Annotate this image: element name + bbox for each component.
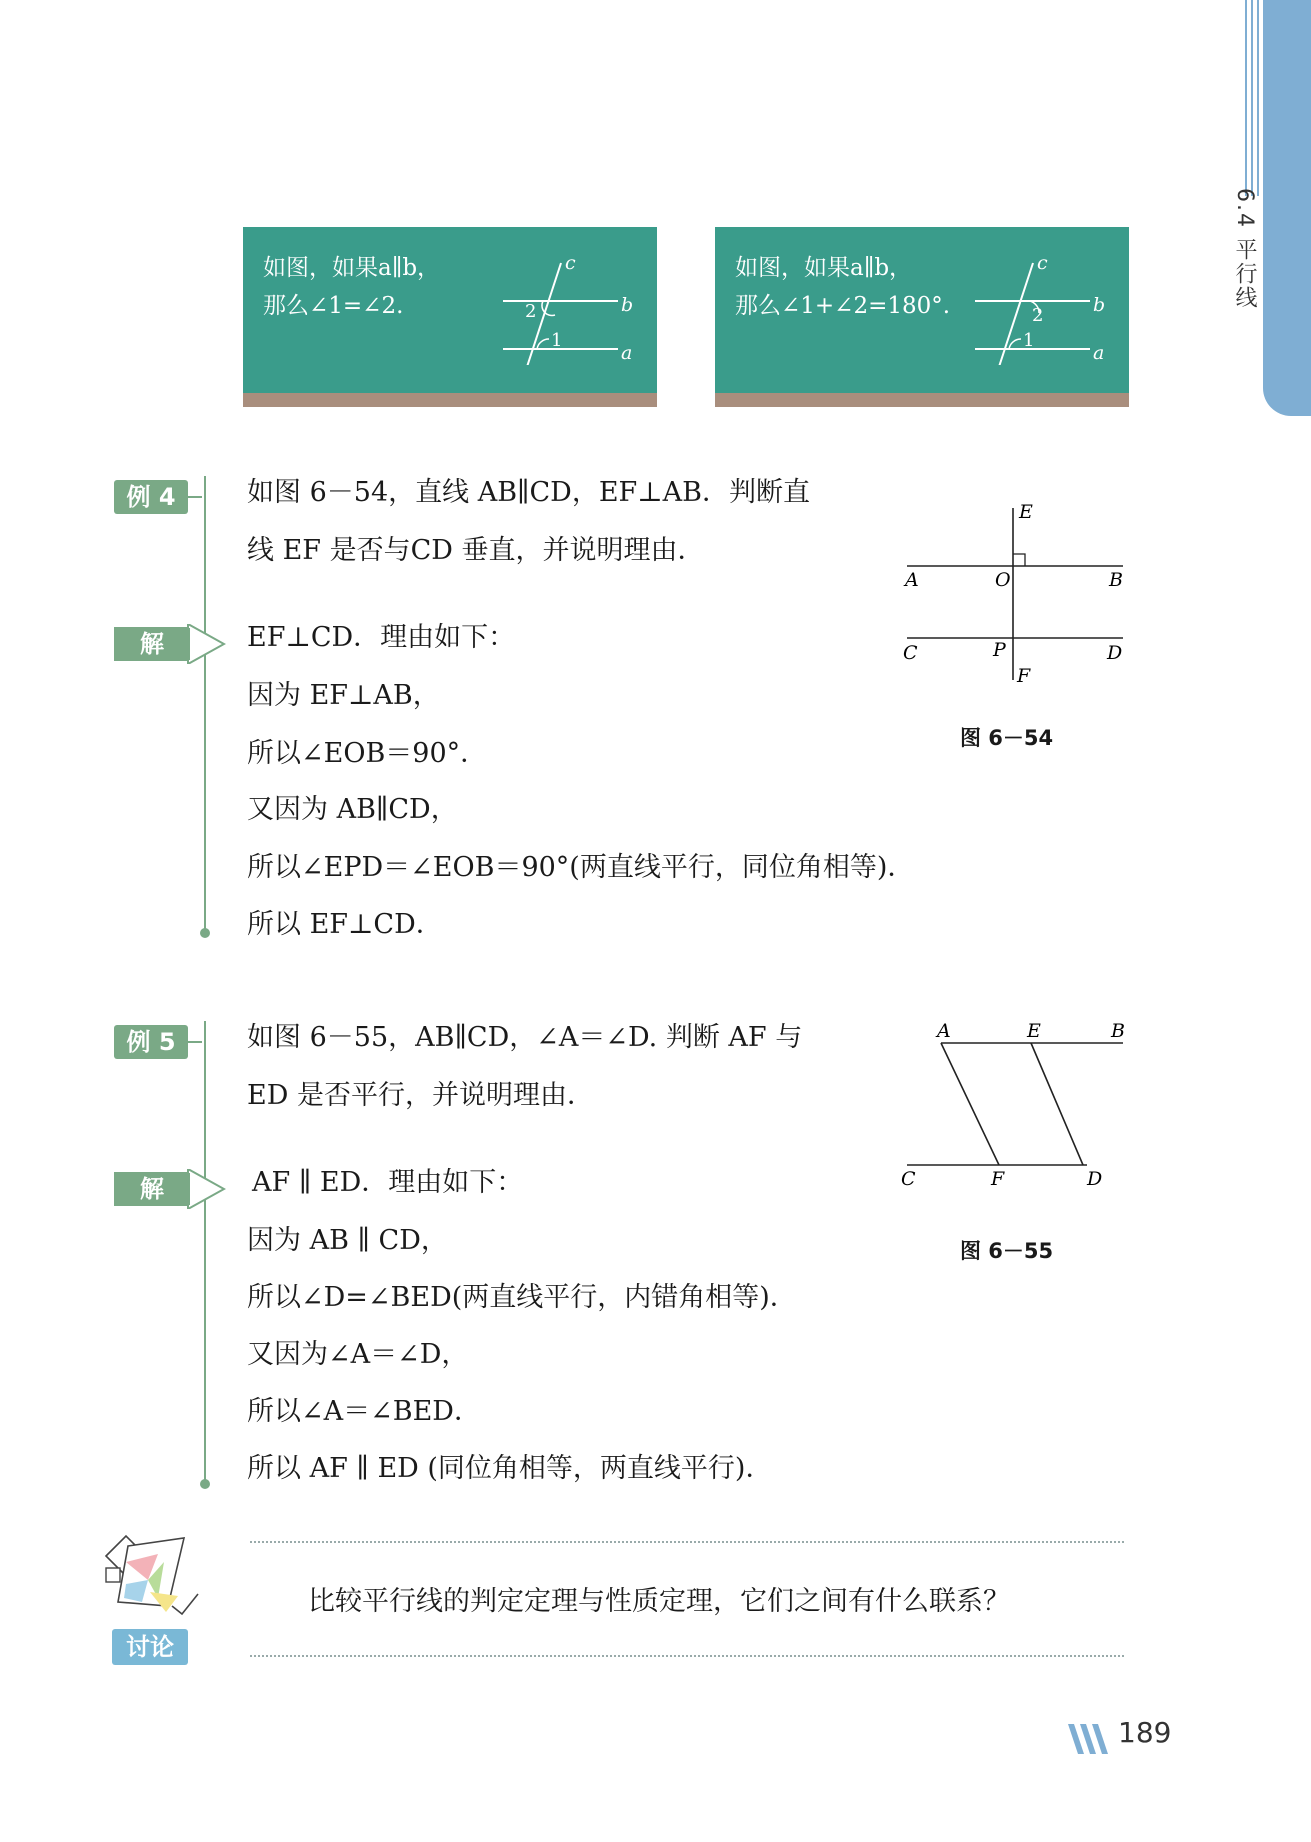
point-B: B (1111, 1020, 1125, 1042)
angle-label-2: 2 (525, 301, 537, 322)
dotted-divider (250, 1541, 1124, 1543)
parallel-lines-figure (965, 255, 1115, 365)
example-5-badge: 例 5 (114, 1025, 188, 1059)
point-F: F (1017, 665, 1031, 687)
example-4-rail (204, 476, 206, 932)
label-b: b (621, 294, 634, 316)
point-D: D (1087, 1168, 1103, 1190)
chalkboard-supplementary-angles (715, 227, 1129, 407)
example-5-problem-line: ED 是否平行，并说明理由． (247, 1080, 594, 1111)
point-E: E (1027, 1020, 1041, 1042)
rail-end-dot (200, 928, 210, 938)
example-4-problem-line: 线 EF 是否与CD 垂直，并说明理由． (247, 535, 705, 566)
figure-6-55 (895, 1015, 1135, 1195)
example-4-problem-line: 如图 6－54，直线 AB∥CD，EF⊥AB．判断直 (247, 477, 810, 508)
angle-label-1: 1 (551, 330, 563, 351)
chalkboard-ledge (243, 393, 657, 407)
solution-line: 因为 AB ∥ CD， (247, 1225, 448, 1256)
example-4-badge: 例 4 (114, 480, 188, 514)
solution-line: EF⊥CD．理由如下： (247, 622, 516, 653)
point-F: F (991, 1168, 1005, 1190)
board-text (263, 249, 440, 325)
point-E: E (1019, 501, 1033, 523)
solution-line: AF ∥ ED．理由如下： (252, 1167, 524, 1198)
angle-label-2: 2 (1032, 305, 1044, 326)
figure-6-55-caption: 图 6－55 (960, 1239, 1054, 1263)
label-b: b (1093, 294, 1106, 316)
page-number: 189 (1118, 1716, 1172, 1749)
label-c: c (565, 255, 576, 274)
point-B: B (1109, 569, 1123, 591)
point-A: A (905, 569, 919, 591)
solution-line: 所以∠EPD＝∠EOB＝90°(两直线平行，同位角相等)． (247, 852, 915, 883)
solution-line: 又因为 AB∥CD， (247, 794, 458, 825)
point-D: D (1107, 642, 1123, 664)
side-tab-stripe (1251, 0, 1253, 196)
point-C: C (901, 1168, 916, 1190)
point-O: O (995, 569, 1011, 591)
rail-end-dot (200, 1479, 210, 1489)
board-line: 如图，如果a∥b， (263, 255, 441, 281)
solution-line: 所以 AF ∥ ED (同位角相等，两直线平行)． (247, 1453, 773, 1484)
solution-line: 因为 EF⊥AB， (247, 680, 440, 711)
section-side-tab (1263, 0, 1311, 416)
side-tab-stripe (1245, 0, 1247, 196)
point-A: A (937, 1020, 951, 1042)
point-C: C (903, 642, 918, 664)
section-title: 6.4 平行线 (1232, 188, 1257, 310)
figure-6-54 (895, 500, 1135, 690)
chalkboard-same-angles (243, 227, 657, 407)
label-a: a (621, 342, 633, 364)
example-4-solution-badge: 解 (140, 630, 164, 658)
badge-connector (188, 1041, 202, 1043)
figure-6-54-caption: 图 6－54 (960, 726, 1054, 750)
example-5-rail (204, 1021, 206, 1483)
solution-line: 所以∠D=∠BED(两直线平行，内错角相等)． (247, 1282, 797, 1313)
discussion-icon (102, 1528, 202, 1628)
label-c: c (1037, 255, 1048, 274)
example-5-solution-badge: 解 (140, 1175, 164, 1203)
example-5-problem-line: 如图 6－55，AB∥CD，∠A＝∠D. 判断 AF 与 (247, 1022, 803, 1053)
solution-line: 所以∠EOB＝90°． (247, 738, 488, 769)
solution-line: 所以∠A＝∠BED． (247, 1396, 481, 1427)
label-a: a (1093, 342, 1105, 364)
badge-connector (188, 496, 202, 498)
dotted-divider (250, 1655, 1124, 1657)
chalkboard-ledge (715, 393, 1129, 407)
solution-line: 所以 EF⊥CD． (247, 909, 443, 940)
discussion-question: 比较平行线的判定定理与性质定理，它们之间有什么联系？ (308, 1586, 1010, 1617)
side-tab-stripe (1257, 0, 1259, 196)
point-P: P (993, 639, 1006, 661)
board-text (735, 249, 950, 325)
board-line: 如图，如果a∥b， (735, 255, 913, 281)
parallel-lines-figure (493, 255, 643, 365)
board-line: 那么∠1=∠2. (263, 293, 404, 319)
page-stripes-icon (1066, 1724, 1116, 1756)
angle-label-1: 1 (1023, 330, 1035, 351)
solution-line: 又因为∠A＝∠D， (247, 1339, 469, 1370)
discussion-badge: 讨论 (112, 1629, 188, 1665)
board-line: 那么∠1+∠2=180°. (735, 293, 951, 319)
